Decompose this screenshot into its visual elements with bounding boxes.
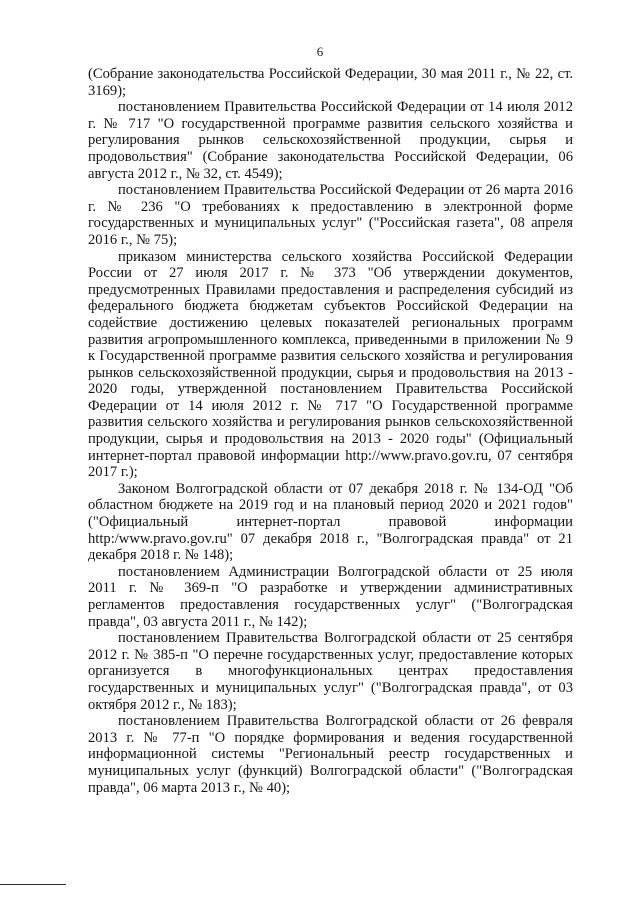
document-body [88, 66, 573, 796]
paragraph-decree-77-p: постановлением Правительства Волгоградской области от 26 февраля 2013 г. № 77-п "О порядке формирования и ведения государственной информационной системы "Региональный реестр государственных и муниципальных услуг (функций) Волгоградской области" ("Волгоградская правда", 06 марта 2013 г., № 40); [88, 713, 573, 796]
paragraph-decree-236: постановлением Правительства Российской Федерации от 26 марта 2016 г. № 236 "О требованиях к предоставлению в электронной форме государственных и муниципальных услуг" ("Российская газета", 08 апреля 2016 г., № 75); [88, 182, 573, 248]
paragraph-citation-continuation: (Собрание законодательства Российской Федерации, 30 мая 2011 г., № 22, ст. 3169); [88, 66, 573, 99]
paragraph-decree-369-p: постановлением Администрации Волгоградской области от 25 июля 2011 г. № 369-п "О разработке и утверждении административных регламентов предоставления государственных услуг" ("Волгоградская правда", 03 августа 2011 г., № 142); [88, 563, 573, 630]
footer-rule [0, 884, 66, 885]
paragraph-decree-717: постановлением Правительства Российской Федерации от 14 июля 2012 г. № 717 "О государственной программе развития сельского хозяйства и регулирования рынков сельскохозяйственной продукции, сырья и продовольствия" (Собрание законодательства Российской Федерации, 06 августа 2012 г., № 32, ст. 4549); [88, 99, 573, 182]
page-number: 6 [316, 44, 324, 59]
paragraph-law-134-od: Законом Волгоградской области от 07 декабря 2018 г. № 134-ОД "Об областном бюджете на 2019 год и на плановый период 2020 и 2021 годов" ("Официальный интернет-портал правовой информации http:/www.pravo.gov.ru" 07 декабря 2018 г., "Волгоградская правда" от 21 декабря 2018 г. № 148); [88, 480, 573, 564]
paragraph-decree-385-p: постановлением Правительства Волгоградской области от 25 сентября 2012 г. № 385-п "О перечне государственных услуг, предоставление которых организуется в многофункциональных центрах предоставления государственных и муниципальных услуг" ("Волгоградская правда", от 03 октября 2012 г., № 183); [88, 630, 573, 713]
paragraph-order-373: приказом министерства сельского хозяйства Российской Федерации России от 27 июля 2017 г. № 373 "Об утверждении документов, предусмотренных Правилами предоставления и распределения субсидий из федерального бюджета бюджетам субъектов Российской Федерации на содействие достижению целевых показателей региональных программ развития агропромышленного комплекса, приведенными в приложении № 9 к Государственной программе развития сельского хозяйства и регулирования рынков сельскохозяйственной продукции, сырья и продовольствия на 2013 - 2020 годы, утвержденной постановлением Правительства Российской Федерации от 14 июля 2012 г. № 717 "О Государственной программе развития сельского хозяйства и регулирования рынков сельскохозяйственной продукции, сырья и продовольствия на 2013 - 2020 годы" (Официальный интернет-портал правовой информации http://www.pravo.gov.ru, 07 сентября 2017 г.); [88, 248, 573, 481]
